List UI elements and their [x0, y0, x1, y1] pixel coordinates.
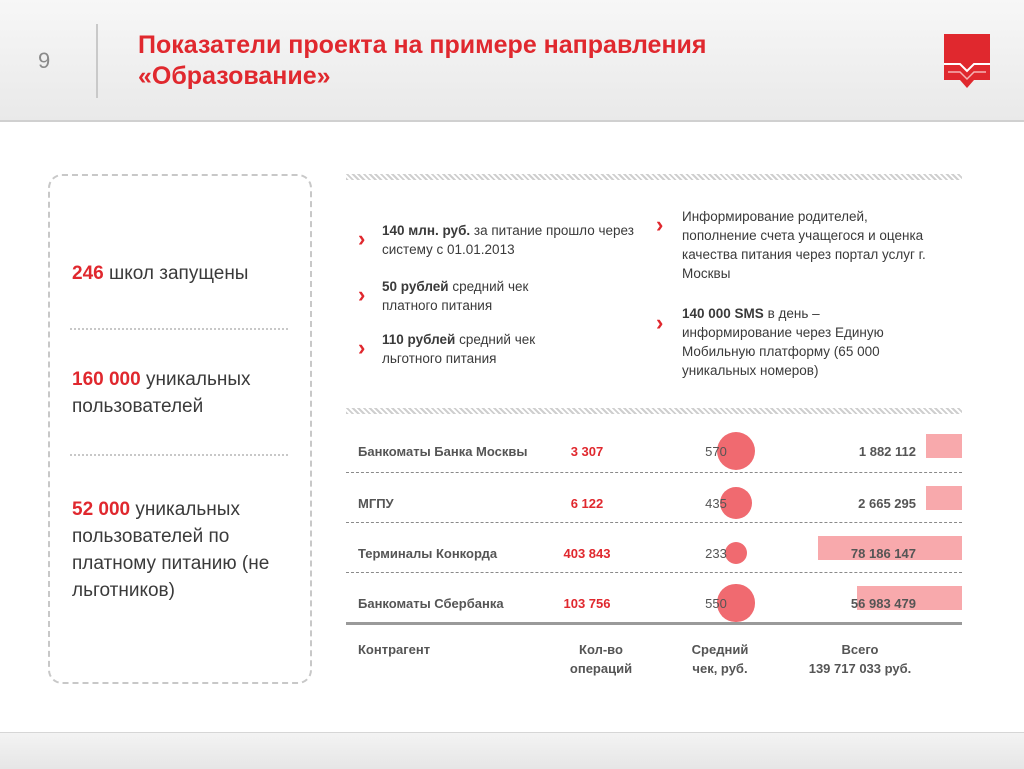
stat-label: уникальных пользователей — [72, 369, 251, 417]
row-divider — [346, 472, 962, 473]
row-total: 2 665 295 — [858, 496, 916, 511]
row-contractor: Банкоматы Сбербанка — [358, 596, 504, 611]
bullet-item — [382, 221, 638, 259]
total-bar — [926, 434, 962, 458]
chevron-right-icon: › — [656, 310, 664, 335]
bullet-item — [382, 330, 582, 368]
stat-label: школ запущены — [103, 263, 249, 284]
stat-label: уникальных пользователей по платному питанию (не льготников) — [72, 499, 270, 601]
slide-footer — [0, 732, 1024, 769]
bullet-text: в день – информирование через Единую Мобильную платформу (65 000 уникальных номеров) — [682, 306, 884, 378]
slide-header — [0, 0, 1024, 122]
row-divider — [346, 572, 962, 573]
bullet-bold: 140 млн. руб. — [382, 223, 471, 238]
stat-value: 160 000 — [72, 369, 141, 390]
bank-logo-icon — [944, 34, 990, 90]
chevron-right-icon: › — [358, 282, 366, 307]
hatch-divider-top — [346, 174, 962, 180]
table-row — [346, 532, 962, 582]
stat-divider — [70, 454, 288, 456]
bullet-text: средний чек льготного питания — [382, 332, 536, 366]
chevron-right-icon: › — [358, 335, 366, 360]
row-avg-check: 233 — [705, 546, 727, 561]
col-header-operations: Кол-во операций — [569, 642, 633, 676]
header-divider — [96, 24, 98, 98]
bullet-text: Информирование родителей, пополнение счета учащегося и оценка качества питания через портал услуг г. Москвы — [682, 209, 926, 281]
stat-paid-users — [72, 496, 302, 604]
bullet-item — [682, 207, 932, 283]
row-avg-check: 435 — [705, 496, 727, 511]
bullet-item — [382, 277, 582, 315]
row-avg-check: 570 — [705, 444, 727, 459]
bullet-text: за питание прошло через систему с 01.01.2013 — [382, 223, 634, 257]
row-divider — [346, 522, 962, 523]
table-row — [346, 482, 962, 532]
total-bar — [926, 486, 962, 510]
row-total: 78 186 147 — [850, 546, 916, 561]
row-total: 1 882 112 — [858, 444, 916, 459]
table-bottom-rule — [346, 622, 962, 625]
row-contractor: Банкоматы Банка Москвы — [358, 444, 528, 459]
row-operations: 103 756 — [563, 596, 611, 611]
stats-panel — [48, 174, 312, 684]
col-header-contractor: Контрагент — [358, 642, 431, 657]
chevron-right-icon: › — [656, 212, 664, 237]
col-header-avg-check: Средний чек, руб. — [691, 642, 749, 676]
stat-users — [72, 366, 302, 420]
chevron-right-icon: › — [358, 226, 366, 251]
bullet-item — [682, 304, 932, 380]
stat-value: 246 — [72, 263, 104, 284]
row-operations: 6 122 — [570, 496, 604, 511]
row-operations: 3 307 — [570, 444, 604, 459]
row-total: 56 983 479 — [850, 596, 916, 611]
stat-divider — [70, 328, 288, 330]
hatch-divider-middle — [346, 408, 962, 414]
page-title: Показатели проекта на примере направления «Образование» — [138, 31, 707, 90]
row-contractor: Терминалы Конкорда — [358, 546, 498, 561]
row-contractor: МГПУ — [358, 496, 394, 511]
bullet-text: средний чек платного питания — [382, 279, 529, 313]
bullet-bold: 50 рублей — [382, 279, 449, 294]
row-operations: 403 843 — [563, 546, 611, 561]
bullet-bold: 140 000 SMS — [682, 306, 764, 321]
row-avg-check: 550 — [705, 596, 727, 611]
bullet-bold: 110 рублей — [382, 332, 456, 347]
stat-value: 52 000 — [72, 499, 131, 520]
col-header-total: Всего 139 717 033 руб. — [808, 642, 912, 676]
page-number: 9 — [38, 48, 51, 73]
stat-schools — [72, 260, 302, 287]
